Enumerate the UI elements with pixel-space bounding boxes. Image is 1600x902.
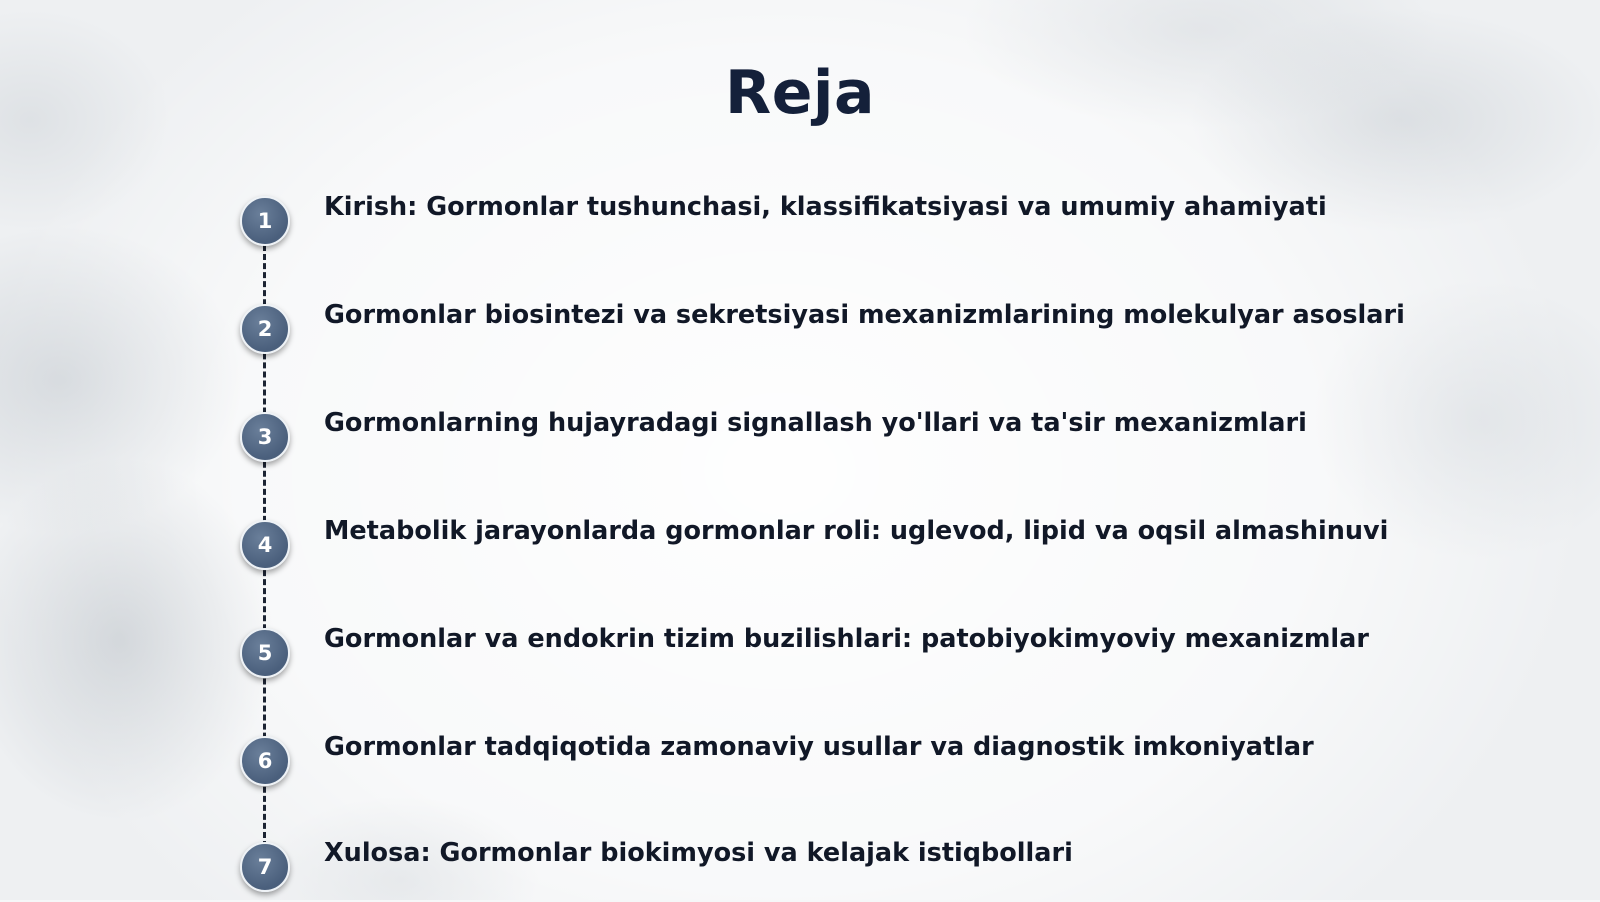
agenda-item	[0, 516, 1600, 580]
agenda-item-text: Xulosa: Gormonlar biokimyosi va kelajak istiqbollari	[324, 838, 1073, 868]
agenda-item	[0, 300, 1600, 364]
agenda-item	[0, 732, 1600, 796]
agenda-item	[0, 624, 1600, 688]
agenda-item	[0, 838, 1600, 902]
agenda-item-text: Kirish: Gormonlar tushunchasi, klassifikatsiyasi va umumiy ahamiyati	[324, 192, 1327, 222]
agenda-item-text: Gormonlar va endokrin tizim buzilishlari: patobiyokimyoviy mexanizmlar	[324, 624, 1369, 654]
agenda-item	[0, 408, 1600, 472]
step-number-badge: 7	[240, 842, 290, 892]
step-number-badge: 5	[240, 628, 290, 678]
step-number-badge: 1	[240, 196, 290, 246]
step-number-badge: 3	[240, 412, 290, 462]
agenda-item-text: Gormonlar biosintezi va sekretsiyasi mexanizmlarining molekulyar asoslari	[324, 300, 1405, 330]
step-number-badge: 4	[240, 520, 290, 570]
agenda-item	[0, 192, 1600, 256]
agenda-item-text: Gormonlar tadqiqotida zamonaviy usullar va diagnostik imkoniyatlar	[324, 732, 1314, 762]
step-number-badge: 2	[240, 304, 290, 354]
agenda-item-text: Metabolik jarayonlarda gormonlar roli: uglevod, lipid va oqsil almashinuvi	[324, 516, 1389, 546]
step-number-badge: 6	[240, 736, 290, 786]
slide-title: Reja	[725, 58, 875, 128]
agenda-item-text: Gormonlarning hujayradagi signallash yo'llari va ta'sir mexanizmlari	[324, 408, 1307, 438]
